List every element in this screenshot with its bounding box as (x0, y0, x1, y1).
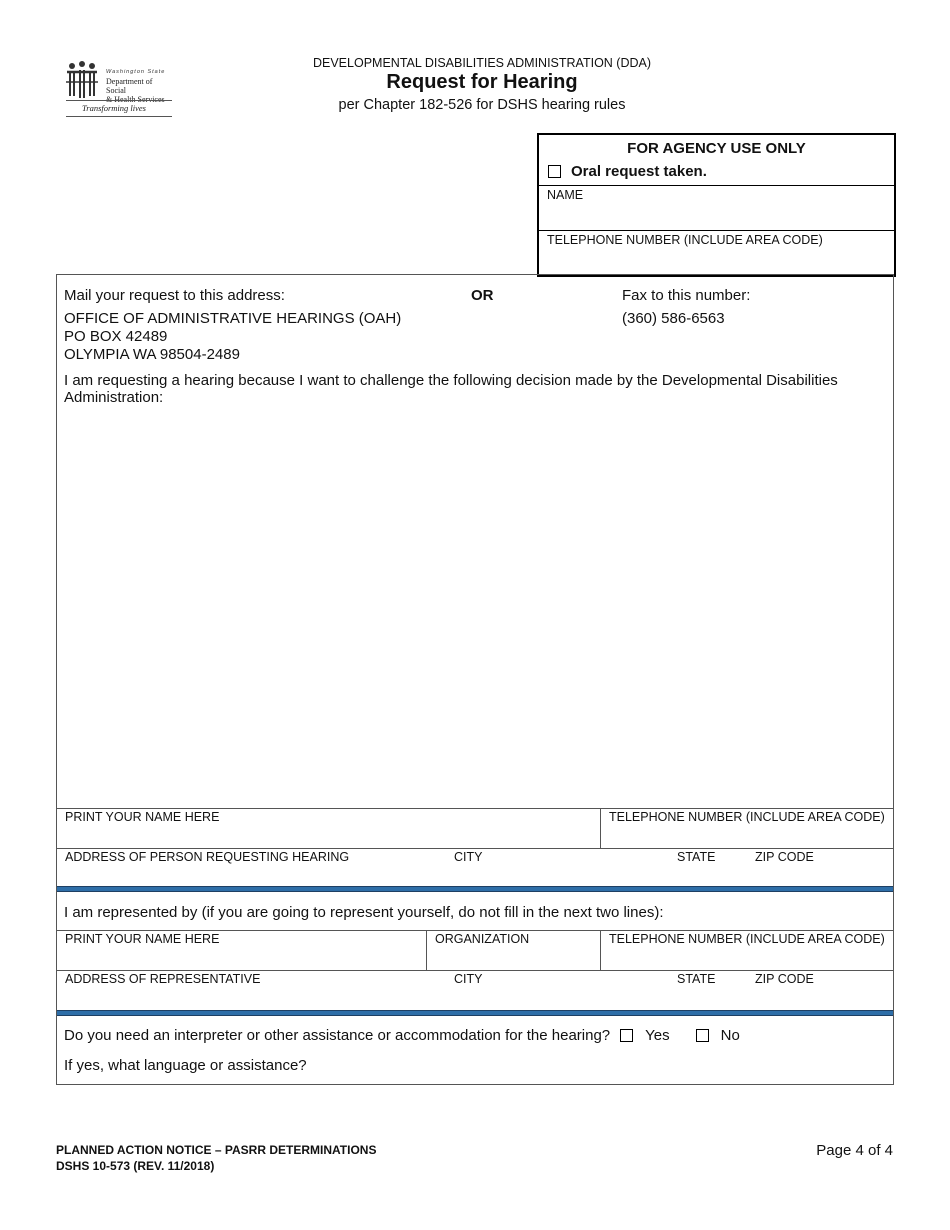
oral-request-row (548, 163, 707, 180)
page-title: Request for Hearing (386, 71, 578, 93)
interpreter-yes-label: Yes (645, 1027, 670, 1044)
interpreter-question: Do you need an interpreter or other assistance or accommodation for the hearing? (64, 1027, 611, 1044)
requester-state-label: STATE (677, 850, 716, 864)
requester-name-label: PRINT YOUR NAME HERE (65, 810, 220, 824)
oral-request-checkbox[interactable] (548, 165, 561, 178)
representative-name-label: PRINT YOUR NAME HERE (65, 932, 220, 946)
requester-address-label: ADDRESS OF PERSON REQUESTING HEARING (65, 850, 350, 864)
agency-phone-field[interactable] (539, 230, 894, 276)
mailing-address: OFFICE OF ADMINISTRATIVE HEARINGS (OAH) PO BOX 42489 OLYMPIA WA 98504-2489 (64, 310, 402, 363)
representative-organization-field[interactable] (427, 930, 600, 970)
oral-request-label: Oral request taken. (571, 163, 707, 180)
request-statement: I am requesting a hearing because I want to challenge the following decision made by the Developmental Disabilities Administration: (64, 372, 838, 406)
representative-address-field[interactable] (57, 970, 893, 1010)
hearing-request-form (56, 274, 894, 1085)
interpreter-followup-label: If yes, what language or assistance? (64, 1057, 307, 1074)
agency-name-field[interactable] (539, 185, 894, 231)
footer-form-number: DSHS 10-573 (REV. 11/2018) (56, 1159, 215, 1173)
agency-name-label: NAME (547, 188, 584, 202)
fax-number: (360) 586-6563 (622, 310, 725, 327)
interpreter-no-checkbox[interactable] (696, 1029, 709, 1042)
decision-text-area[interactable] (57, 410, 893, 807)
agency-phone-label: TELEPHONE NUMBER (INCLUDE AREA CODE) (547, 233, 823, 247)
requester-phone-label: TELEPHONE NUMBER (INCLUDE AREA CODE) (609, 810, 885, 824)
interpreter-no-label: No (720, 1027, 740, 1044)
fax-label: Fax to this number: (622, 287, 751, 304)
section-divider (57, 886, 893, 892)
representative-address-label: ADDRESS OF REPRESENTATIVE (65, 972, 261, 986)
administration-name: DEVELOPMENTAL DISABILITIES ADMINISTRATION (DDA) (312, 56, 652, 70)
representative-phone-label: TELEPHONE NUMBER (INCLUDE AREA CODE) (609, 932, 885, 946)
logo-state: Washington State (106, 69, 166, 75)
requester-city-label: CITY (454, 850, 483, 864)
requester-name-field[interactable] (57, 808, 600, 848)
logo-divider (66, 116, 172, 117)
or-label: OR (471, 287, 494, 304)
requester-zip-label: ZIP CODE (755, 850, 814, 864)
representative-organization-label: ORGANIZATION (435, 932, 530, 946)
requester-address-field[interactable] (57, 848, 893, 886)
agency-heading: FOR AGENCY USE ONLY (627, 140, 806, 157)
representative-zip-label: ZIP CODE (755, 972, 814, 986)
representative-intro: I am represented by (if you are going to represent yourself, do not fill in the next two lines): (64, 904, 664, 921)
representative-phone-field[interactable] (601, 930, 893, 970)
mail-label: Mail your request to this address: (64, 287, 285, 304)
section-divider (57, 1010, 893, 1016)
page-number: Page 4 of 4 (816, 1142, 893, 1159)
representative-name-field[interactable] (57, 930, 426, 970)
page-subtitle: per Chapter 182-526 for DSHS hearing rules (338, 97, 626, 113)
representative-city-label: CITY (454, 972, 483, 986)
interpreter-row (64, 1027, 740, 1044)
interpreter-yes-checkbox[interactable] (620, 1029, 633, 1042)
logo-department: Department of Social & Health Services (106, 77, 165, 104)
requester-phone-field[interactable] (601, 808, 893, 848)
representative-state-label: STATE (677, 972, 716, 986)
agency-use-box (537, 133, 896, 277)
footer-notice: PLANNED ACTION NOTICE – PASRR DETERMINATIONS (56, 1143, 377, 1157)
logo-tagline: Transforming lives (82, 103, 146, 113)
